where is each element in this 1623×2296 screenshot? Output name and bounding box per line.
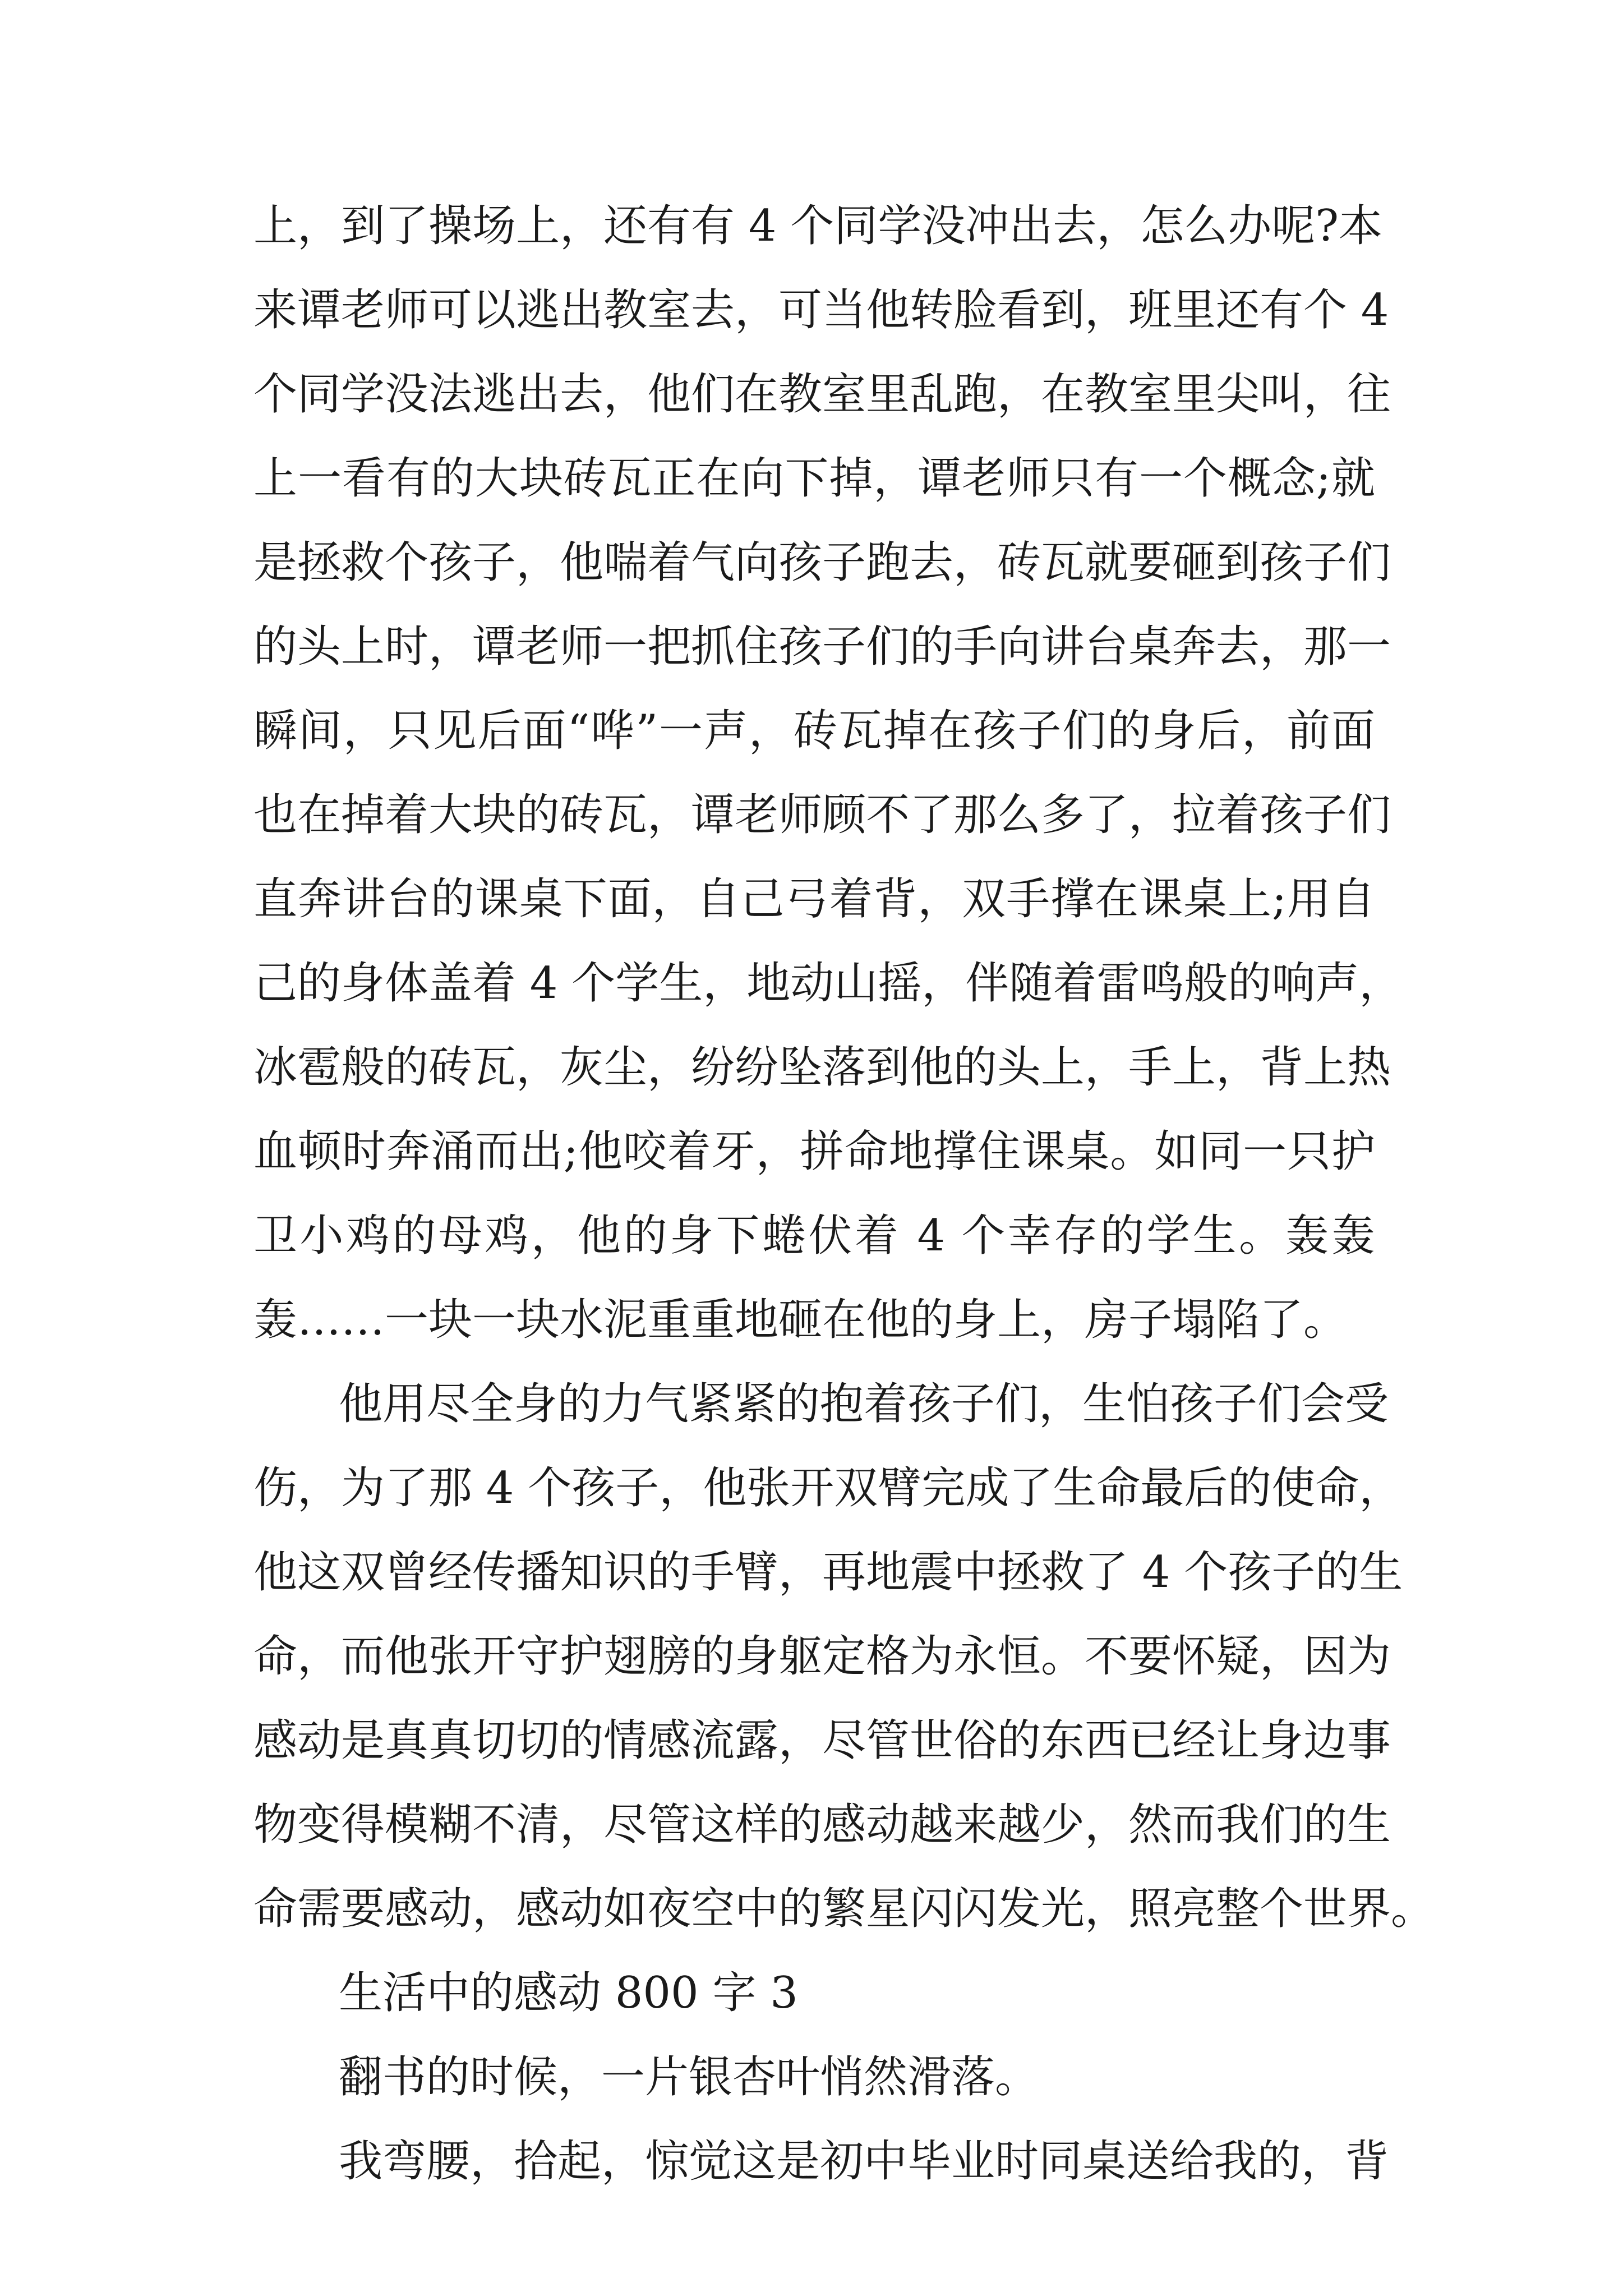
text-line: 伤，为了那 4 个孩子，他张开双臂完成了生命最后的使命， bbox=[253, 1463, 1403, 1513]
text-line: 来谭老师可以逃出教室去，可当他转脸看到，班里还有个 4 bbox=[253, 285, 1389, 335]
text-line: 己的身体盖着 4 个学生，地动山摇，伴随着雷鸣般的响声， bbox=[253, 958, 1403, 1009]
text-line-paragraph-end: 轰……一块一块水泥重重地砸在他的身上，房子塌陷了。 bbox=[253, 1295, 1348, 1345]
section-heading: 生活中的感动 800 字 3 bbox=[339, 1968, 798, 2018]
text-line-paragraph-start: 我弯腰，拾起，惊觉这是初中毕业时同桌送给我的，背 bbox=[339, 2136, 1389, 2187]
text-line: 血顿时奔涌而出;他咬着牙，拼命地撑住课桌。如同一只护 bbox=[253, 1126, 1375, 1177]
text-line: 卫小鸡的母鸡，他的身下蜷伏着 4 个幸存的学生。轰轰 bbox=[253, 1211, 1375, 1261]
text-line: 冰雹般的砖瓦，灰尘，纷纷坠落到他的头上，手上，背上热 bbox=[253, 1042, 1391, 1093]
text-line: 他这双曾经传播知识的手臂，再地震中拯救了 4 个孩子的生 bbox=[253, 1547, 1403, 1598]
text-line: 上，到了操场上，还有有 4 个同学没冲出去，怎么办呢?本 bbox=[253, 201, 1383, 251]
text-line: 个同学没法逃出去，他们在教室里乱跑，在教室里尖叫，往 bbox=[253, 369, 1391, 420]
text-line: 的头上时，谭老师一把抓住孩子们的手向讲台桌奔去，那一 bbox=[253, 622, 1391, 672]
text-line: 瞬间，只见后面“哗”一声，砖瓦掉在孩子们的身后，前面 bbox=[253, 706, 1375, 756]
text-line-paragraph-start: 翻书的时候，一片银杏叶悄然滑落。 bbox=[339, 2052, 1039, 2102]
text-line: 上一看有的大块砖瓦正在向下掉，谭老师只有一个概念;就 bbox=[253, 453, 1375, 504]
text-line-paragraph-start: 他用尽全身的力气紧紧的抱着孩子们，生怕孩子们会受 bbox=[339, 1379, 1389, 1429]
text-line: 感动是真真切切的情感流露，尽管世俗的东西已经让身边事 bbox=[253, 1715, 1391, 1766]
text-line-paragraph-end: 命需要感动，感动如夜空中的繁星闪闪发光，照亮整个世界。 bbox=[253, 1884, 1435, 1934]
text-line: 直奔讲台的课桌下面，自己弓着背，双手撑在课桌上;用自 bbox=[253, 874, 1375, 924]
text-line: 也在掉着大块的砖瓦，谭老师顾不了那么多了，拉着孩子们 bbox=[253, 790, 1391, 840]
text-line: 命，而他张开守护翅膀的身躯定格为永恒。不要怀疑，因为 bbox=[253, 1631, 1391, 1682]
text-line: 是拯救个孩子，他喘着气向孩子跑去，砖瓦就要砸到孩子们 bbox=[253, 537, 1391, 588]
text-line: 物变得模糊不清，尽管这样的感动越来越少，然而我们的生 bbox=[253, 1800, 1391, 1850]
